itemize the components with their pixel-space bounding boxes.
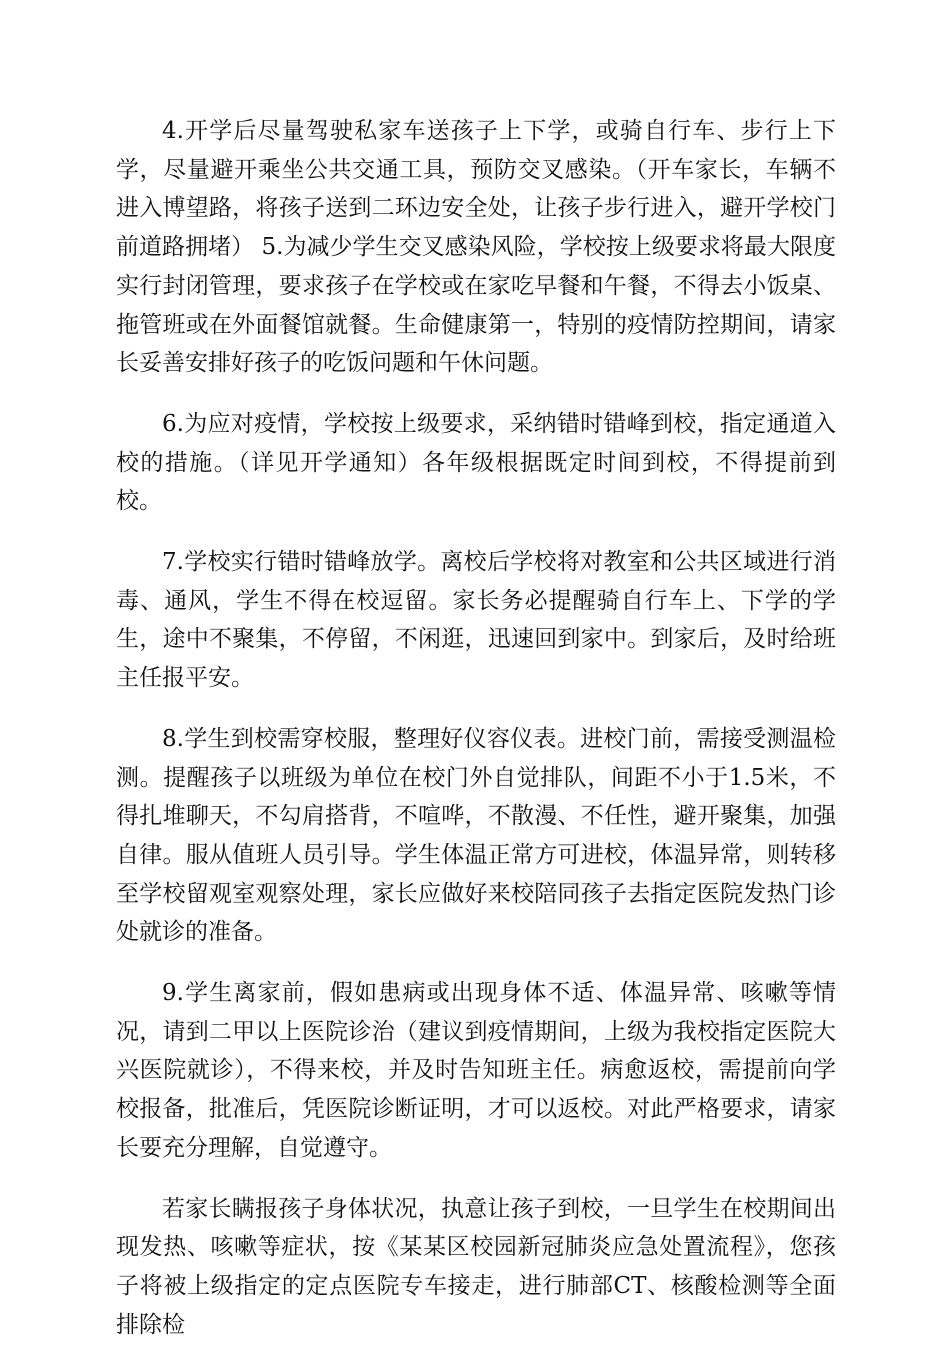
paragraph-item-9: 9.学生离家前，假如患病或出现身体不适、体温异常、咳嗽等情况，请到二甲以上医院诊治（建议到疫情期间，上级为我校指定医院大兴医院就诊），不得来校，并及时告知班主任。病愈返校，需提前向学校报备，批准后，凭医院诊断证明，才可以返校。对此严格要求，请家长要充分理解，自觉遵守。 bbox=[116, 980, 836, 1161]
paragraph-item-6: 6.为应对疫情，学校按上级要求，采纳错时错峰到校，指定通道入校的措施。（详见开学通知）各年级根据既定时间到校，不得提前到校。 bbox=[116, 410, 836, 515]
document-body bbox=[116, 112, 836, 1366]
paragraph-item-4-5: 4.开学后尽量驾驶私家车送孩子上下学，或骑自行车、步行上下学，尽量避开乘坐公共交通工具，预防交叉感染。（开车家长，车辆不进入博望路，将孩子送到二环边安全处，让孩子步行进入，避开学校门前道路拥堵） 5.为减少学生交叉感染风险，学校按上级要求将最大限度实行封闭管理，要求孩子在学校或在家吃早餐和午餐，不得去小饭桌、拖管班或在外面餐馆就餐。生命健康第一，特别的疫情防控期间，请家长妥善安排好孩子的吃饭问题和午休问题。 bbox=[116, 118, 836, 377]
paragraph-concealment-warning: 若家长瞒报孩子身体状况，执意让孩子到校，一旦学生在校期间出现发热、咳嗽等症状，按《某某区校园新冠肺炎应急处置流程》，您孩子将被上级指定的定点医院专车接走，进行肺部CT、核酸检测等全面排除检 bbox=[116, 1195, 836, 1338]
paragraph-item-7: 7.学校实行错时错峰放学。离校后学校将对教室和公共区域进行消毒、通风，学生不得在校逗留。家长务必提醒骑自行车上、下学的学生，途中不聚集，不停留，不闲逛，迅速回到家中。到家后，及时给班主任报平安。 bbox=[116, 549, 836, 692]
paragraph-item-8: 8.学生到校需穿校服，整理好仪容仪表。进校门前，需接受测温检测。提醒孩子以班级为单位在校门外自觉排队，间距不小于1.5米，不得扎堆聊天，不勾肩搭背，不喧哗，不散漫、不任性，避开聚集，加强自律。服从值班人员引导。学生体温正常方可进校，体温异常，则转移至学校留观室观察处理，家长应做好来校陪同孩子去指定医院发热门诊处就诊的准备。 bbox=[116, 725, 836, 946]
